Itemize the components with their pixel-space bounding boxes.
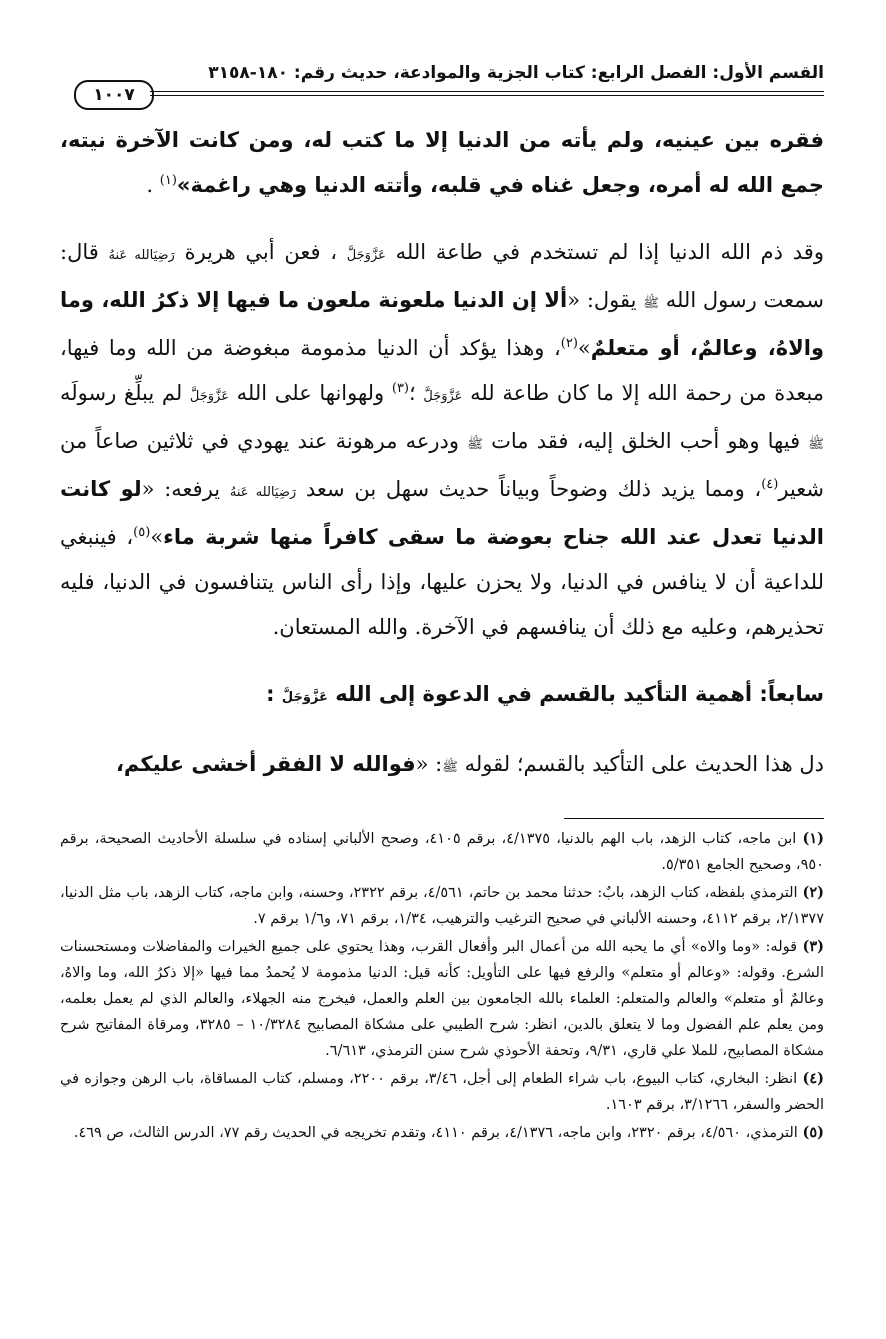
honorific-glyph: عَزَّوَجَلَّ (189, 389, 229, 404)
text-span: » (577, 336, 591, 360)
footnote-number: (٥) (802, 1124, 824, 1141)
text-span: لم يبلِّغ رسولَه (60, 381, 183, 405)
honorific-glyph: ﷺ (808, 437, 825, 452)
hadith-quote: لو كانت الدنيا تعدل عند الله جناح بعوضة ما سقى كافراً منها شربة ماء (60, 477, 824, 549)
text-span: ودرعه مرهونة عند يهودي في ثلاثين صاعاً من شعير (60, 429, 824, 501)
header-rule (150, 91, 824, 96)
footnote-text: الترمذي بلفظه، كتاب الزهد، بابٌ: حدثنا محمد بن حاتم، ٤/٥٦١، برقم ٢٣٢٢، وحسنه، وابن ماجه، كتاب الزهد، باب مثل الدنيا، ٢/١٣٧٧، برقم ٤١١٢، وحسنه الألباني في صحيح الترغيب والترهيب، ١/٣٤، برقم ٧١، و١/٦ برقم ٧. (60, 885, 824, 927)
footnote-number: (١) (802, 830, 825, 847)
footnote-rule (564, 818, 824, 819)
text-span: دل هذا الحديث على التأكيد بالقسم؛ لقوله (464, 752, 824, 776)
paragraph-1: فقره بين عينيه، ولم يأته من الدنيا إلا ما كتب له، ومن كانت الآخرة نيته، جمع الله له أمره، وجعل غناه في قلبه، وأتته الدنيا وهي راغمة»$^{(١)}$ . (60, 128, 824, 197)
honorific-glyph: رَضِيَالله عَنهُ (108, 248, 175, 263)
footnote-ref-3: (٣) (391, 381, 409, 396)
footnotes (60, 826, 824, 1148)
footnote-text: ابن ماجه، كتاب الزهد، باب الهم بالدنيا، ٤/١٣٧٥، برقم ٤١٠٥، وصحح الألباني إسناده في سلسلة الأحاديث الصحيحة، برقم ٩٥٠، وصحيح الجامع ٥/٣٥١. (60, 831, 824, 873)
honorific-glyph: عَزَّوَجَلَّ (281, 690, 328, 705)
footnote-number: (٣) (802, 938, 825, 955)
footnote-ref-1: (١) (159, 173, 177, 188)
hadith-quote: ألا إن الدنيا ملعونة ملعون ما فيها إلا ذكرُ الله، وما والاهُ، وعالمٌ، أو متعلمٌ (60, 288, 825, 360)
spacer (60, 650, 824, 672)
footnote-text: قوله: «وما والاه» أي ما يحبه الله من أعمال البر وأفعال القرب، وهذا يحتوي على جميع الخيرات والمفاضلات ومستحسنات الشرع. وقوله: «وعالم أو متعلم» والرفع فيها على التأويل: كأنه قيل: الدنيا مذمومة لا يُحمدُ مما فيها «إلا ذكرُ الله، وما والاهُ، وعالمٌ أو متعلم» والعالم والمتعلم: العلماء بالله الجامعون بين العلم والعمل، فيخرج منه الجهلاء، والعالم الذي لم يعمل بعلمه، ومن يعلم علم الفضول وما لا يتعلق بالدين، انظر: شرح الطيبي على مشكاة المصابيح ١٠/٣٢٨٤ – ٣٢٨٥، ومرقاة المفاتيح شرح مشكاة المصابيح، للملا علي قاري، ٩/٣١، وتحفة الأحوذي شرح سنن الترمذي، ٦/٦١٣. (60, 939, 824, 1059)
text-span: ، فينبغي للداعية أن لا ينافس في الدنيا، ولا يحزن عليها، وإذا رأى الناس يتنافسون في الدنيا، فليه تحذيرهم، وعليه مع ذلك أن ينافسهم في الآخرة. والله المستعان. (60, 525, 824, 639)
footnote-text: انظر: البخاري، كتاب البيوع، باب شراء الطعام إلى أجل، ٣/٤٦، برقم ٢٢٠٠، ومسلم، كتاب المساقاة، باب الرهن وجوازه في الحضر والسفر، ٣/١٢٦٦، برقم ١٦٠٣. (60, 1071, 824, 1113)
text-span: فيها وهو أحب الخلق إليه، فقد مات (491, 429, 801, 453)
running-header: القسم الأول: الفصل الرابع: كتاب الجزية والموادعة، حديث رقم: ١٨٠-٣١٥٨ (208, 63, 824, 83)
hadith-continuation: فقره بين عينيه، ولم يأته من الدنيا إلا ما كتب له، ومن كانت الآخرة نيته، جمع الله له أمره، وجعل غناه في قلبه، وأتته الدنيا وهي راغمة» (60, 128, 824, 197)
honorific-glyph: عَزَّوَجَلَّ (346, 248, 386, 263)
text-span: ولهوانها على الله (236, 381, 385, 405)
footnote (60, 880, 824, 932)
spacer (60, 208, 824, 230)
honorific-glyph: ﷺ (467, 437, 483, 452)
footnote (60, 934, 824, 1064)
hadith-quote: فوالله لا الفقر أخشى عليكم، (115, 752, 416, 776)
footnote-number: (٤) (802, 1070, 824, 1087)
text-span: » (150, 525, 164, 549)
footnote (60, 1120, 824, 1146)
paragraph-2: وقد ذم الله الدنيا إذا لم تستخدم في طاعة الله عَزَّوَجَلَّ ، فعن أبي هريرة رَضِيَالله عَنهُ قال: سمعت رسول الله ﷺ يقول: «ألا إن الدنيا ملعونة ملعون ما فيها إلا ذكرُ الله، وما والاهُ، وعالمٌ، أو متعلمٌ»$^{(٢)}$، وهذا يؤكد أن الدنيا مذمومة مبغوضة من الله وما فيها، مبعدة من رحمة الله إلا ما كان طاعة لله عَزَّوَجَلَّ ؛$^{(٣)}$ ولهوانها على الله عَزَّوَجَلَّ لم يبلِّغ رسولَه ﷺ فيها وهو أحب الخلق إليه، فقد مات ﷺ ودرعه مرهونة عند يهودي في ثلاثين صاعاً من شعير$^{(٤)}$، ومما يزيد ذلك وضوحاً وبياناً حديث سهل بن سعد رَضِيَالله عَنهُ يرفعه: «لو كانت الدنيا تعدل عند الله جناح بعوضة ما سقى كافراً منها شربة ماء»$^{(٥)}$، فينبغي للداعية أن لا ينافس في الدنيا، ولا يحزن عليها، وإذا رأى الناس يتنافسون في الدنيا، فليه تحذيرهم، وعليه مع ذلك أن ينافسهم في الآخرة. والله المستعان. (60, 240, 825, 639)
footnote-ref-4: (٤) (761, 477, 779, 492)
paragraph-3 (60, 742, 824, 790)
honorific-glyph: عَزَّوَجَلَّ (423, 389, 463, 404)
honorific-glyph: ﷺ (643, 296, 659, 311)
text-span: ، وهذا يؤكد أن الدنيا مذمومة مبغوضة من الله وما فيها، مبعدة من رحمة الله إلا ما كان طاعة لله (60, 336, 824, 405)
text-span: يقول: « (567, 288, 637, 312)
text-span: يرفعه: « (141, 477, 221, 501)
heading-colon: : (266, 682, 275, 706)
footnote (60, 1066, 824, 1118)
footnote-number: (٢) (802, 884, 824, 901)
honorific-glyph: ﷺ (442, 760, 458, 775)
section-heading (60, 672, 824, 720)
main-text (60, 118, 824, 790)
spacer (60, 720, 824, 742)
text-span: ، فعن أبي هريرة (184, 240, 338, 264)
footnote-ref-2: (٢) (560, 336, 578, 351)
footnote-text: الترمذي، ٤/٥٦٠، برقم ٢٣٢٠، وابن ماجه، ٤/١٣٧٦، برقم ٤١١٠، وتقدم تخريجه في الحديث رقم ٧٧، الدرس الثالث، ص ٤٦٩. (73, 1125, 798, 1141)
text-span: وقد ذم الله الدنيا إذا لم تستخدم في طاعة الله (395, 240, 824, 264)
page-number: ١٠٠٧ (74, 80, 154, 110)
footnote-ref-5: (٥) (133, 525, 151, 540)
text-span: ، ومما يزيد ذلك وضوحاً وبياناً حديث سهل بن سعد (305, 477, 762, 501)
text-span: قال: سمعت رسول الله (60, 240, 824, 312)
honorific-glyph: رَضِيَالله عَنهُ (229, 485, 297, 500)
heading-text: سابعاً: أهمية التأكيد بالقسم في الدعوة إلى الله (335, 682, 824, 706)
text-span: : « (415, 752, 443, 776)
footnote (60, 826, 824, 878)
